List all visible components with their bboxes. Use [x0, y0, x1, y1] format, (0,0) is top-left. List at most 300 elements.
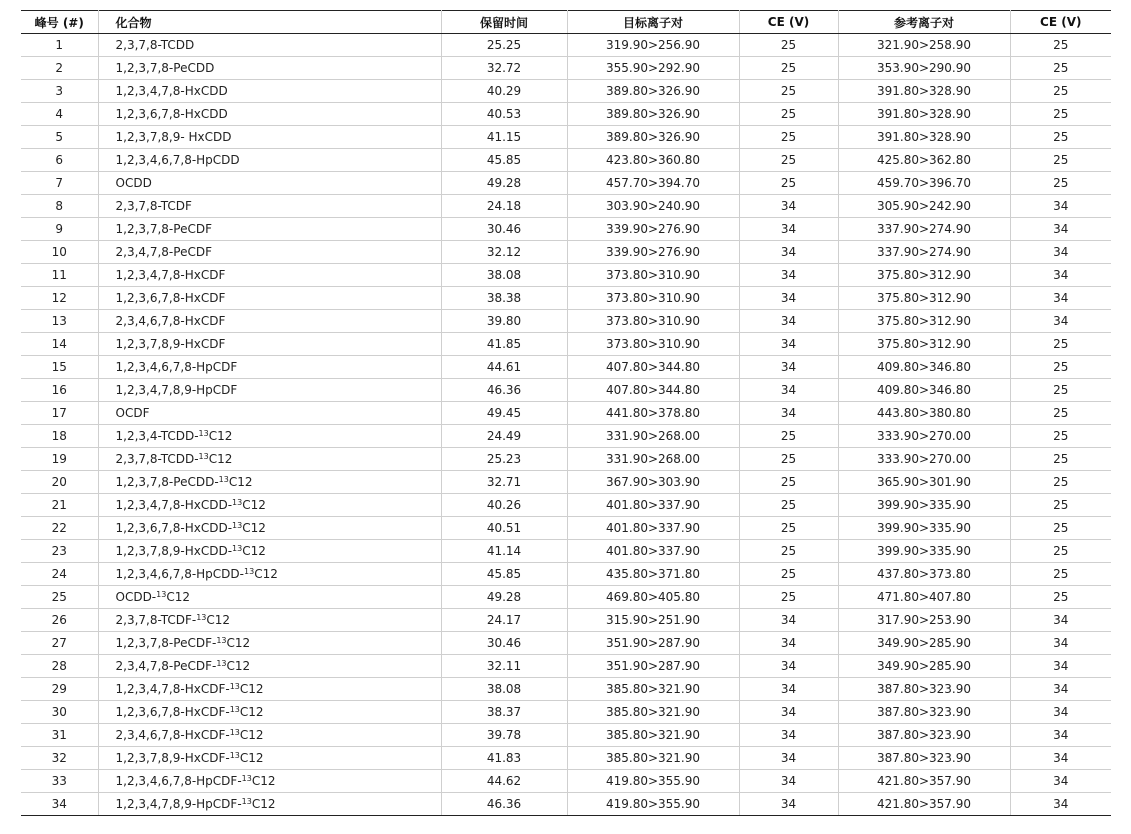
reference-ion-pair-cell: 337.90>274.90	[838, 241, 1010, 264]
target-ion-pair-cell: 401.80>337.90	[567, 540, 739, 563]
target-ion-pair-cell: 385.80>321.90	[567, 747, 739, 770]
isotope-label: C12	[242, 520, 266, 535]
reference-ce-cell: 34	[1010, 632, 1111, 655]
peak-number-cell: 28	[21, 655, 98, 678]
target-ce-cell: 34	[739, 770, 838, 793]
target-ce-cell: 25	[739, 80, 838, 103]
table-row	[21, 770, 1111, 793]
retention-time-cell: 39.78	[441, 724, 567, 747]
reference-ion-pair-cell: 365.90>301.90	[838, 471, 1010, 494]
compound-cell	[98, 632, 441, 655]
reference-ion-pair-cell: 353.90>290.90	[838, 57, 1010, 80]
peak-number-cell: 6	[21, 149, 98, 172]
retention-time-cell: 32.71	[441, 471, 567, 494]
table-row	[21, 747, 1111, 770]
peak-number-cell: 34	[21, 793, 98, 816]
target-ce-cell: 25	[739, 149, 838, 172]
table-row	[21, 103, 1111, 126]
compound-cell	[98, 609, 441, 632]
peak-number-cell: 14	[21, 333, 98, 356]
table-row	[21, 80, 1111, 103]
compound-name: 1,2,3,6,7,8-HxCDF	[115, 290, 226, 305]
target-ce-cell: 34	[739, 609, 838, 632]
reference-ce-cell: 25	[1010, 471, 1111, 494]
isotope-label: C12	[228, 474, 253, 489]
isotope-label: C12	[208, 428, 233, 443]
peak-number-cell: 30	[21, 701, 98, 724]
reference-ce-cell: 34	[1010, 701, 1111, 724]
isotope-superscript: 13	[232, 543, 243, 553]
retention-time-cell: 25.23	[441, 448, 567, 471]
reference-ion-pair-cell: 349.90>285.90	[838, 655, 1010, 678]
table-row	[21, 333, 1111, 356]
peak-number-cell: 7	[21, 172, 98, 195]
table-header	[21, 11, 1111, 34]
table-row	[21, 563, 1111, 586]
compound-cell	[98, 540, 441, 563]
retention-time-cell: 46.36	[441, 379, 567, 402]
target-ce-cell: 25	[739, 126, 838, 149]
target-ion-pair-cell: 389.80>326.90	[567, 103, 739, 126]
target-ion-pair-cell: 389.80>326.90	[567, 80, 739, 103]
table-row	[21, 34, 1111, 57]
compound-cell	[98, 218, 441, 241]
compound-cell	[98, 310, 441, 333]
isotope-superscript: 13	[232, 497, 243, 507]
reference-ce-cell: 34	[1010, 770, 1111, 793]
header-peak-number: 峰号 (#)	[21, 11, 98, 34]
peak-number-cell: 12	[21, 287, 98, 310]
compound-name: 2,3,7,8-TCDF	[115, 198, 192, 213]
retention-time-cell: 40.51	[441, 517, 567, 540]
compound-cell	[98, 126, 441, 149]
header-retention-time: 保留时间	[441, 11, 567, 34]
table-row	[21, 540, 1111, 563]
reference-ion-pair-cell: 409.80>346.80	[838, 379, 1010, 402]
target-ce-cell: 34	[739, 195, 838, 218]
reference-ce-cell: 34	[1010, 264, 1111, 287]
retention-time-cell: 30.46	[441, 218, 567, 241]
peak-number-cell: 22	[21, 517, 98, 540]
peak-number-cell: 31	[21, 724, 98, 747]
target-ion-pair-cell: 385.80>321.90	[567, 724, 739, 747]
isotope-superscript: 13	[229, 704, 240, 714]
peak-number-cell: 29	[21, 678, 98, 701]
retention-time-cell: 44.61	[441, 356, 567, 379]
compound-name: 1,2,3,7,8-PeCDD	[115, 60, 215, 75]
table-row	[21, 793, 1111, 816]
reference-ion-pair-cell: 387.80>323.90	[838, 724, 1010, 747]
target-ce-cell: 34	[739, 379, 838, 402]
target-ion-pair-cell: 435.80>371.80	[567, 563, 739, 586]
target-ion-pair-cell: 339.90>276.90	[567, 241, 739, 264]
header-reference-ion-pair: 参考离子对	[838, 11, 1010, 34]
reference-ion-pair-cell: 391.80>328.90	[838, 80, 1010, 103]
peak-number-cell: 8	[21, 195, 98, 218]
reference-ce-cell: 25	[1010, 402, 1111, 425]
compound-name: OCDD	[115, 175, 152, 190]
compound-cell	[98, 678, 441, 701]
compound-name: 2,3,7,8-TCDD	[115, 37, 195, 52]
compound-cell	[98, 172, 441, 195]
compound-name: 1,2,3,7,8,9-HxCDF-	[115, 750, 230, 765]
table-row	[21, 195, 1111, 218]
reference-ion-pair-cell: 375.80>312.90	[838, 287, 1010, 310]
retention-time-cell: 30.46	[441, 632, 567, 655]
retention-time-cell: 40.26	[441, 494, 567, 517]
peak-number-cell: 27	[21, 632, 98, 655]
reference-ce-cell: 34	[1010, 747, 1111, 770]
reference-ce-cell: 34	[1010, 655, 1111, 678]
reference-ce-cell: 34	[1010, 287, 1111, 310]
reference-ce-cell: 25	[1010, 586, 1111, 609]
retention-time-cell: 40.29	[441, 80, 567, 103]
target-ion-pair-cell: 355.90>292.90	[567, 57, 739, 80]
retention-time-cell: 24.18	[441, 195, 567, 218]
isotope-label: C12	[239, 704, 264, 719]
reference-ion-pair-cell: 321.90>258.90	[838, 34, 1010, 57]
peak-number-cell: 24	[21, 563, 98, 586]
isotope-label: C12	[166, 589, 190, 604]
isotope-label: C12	[239, 727, 264, 742]
compound-name: 1,2,3,6,7,8-HxCDD	[115, 106, 228, 121]
retention-time-cell: 24.17	[441, 609, 567, 632]
peak-number-cell: 26	[21, 609, 98, 632]
target-ion-pair-cell: 351.90>287.90	[567, 632, 739, 655]
reference-ion-pair-cell: 409.80>346.80	[838, 356, 1010, 379]
table-row	[21, 57, 1111, 80]
peak-number-cell: 13	[21, 310, 98, 333]
compound-cell	[98, 425, 441, 448]
header-target-ion-pair: 目标离子对	[567, 11, 739, 34]
peak-number-cell: 20	[21, 471, 98, 494]
compound-name: 1,2,3,7,8-PeCDF	[115, 221, 212, 236]
table-row	[21, 241, 1111, 264]
reference-ion-pair-cell: 333.90>270.00	[838, 425, 1010, 448]
table-row	[21, 264, 1111, 287]
peak-number-cell: 10	[21, 241, 98, 264]
compound-name: 2,3,4,6,7,8-HxCDF-	[115, 727, 230, 742]
isotope-superscript: 13	[229, 727, 240, 737]
reference-ce-cell: 34	[1010, 793, 1111, 816]
reference-ce-cell: 25	[1010, 172, 1111, 195]
retention-time-cell: 40.53	[441, 103, 567, 126]
reference-ion-pair-cell: 437.80>373.80	[838, 563, 1010, 586]
isotope-superscript: 13	[241, 796, 252, 806]
retention-time-cell: 45.85	[441, 149, 567, 172]
compound-cell	[98, 701, 441, 724]
reference-ce-cell: 25	[1010, 80, 1111, 103]
target-ion-pair-cell: 373.80>310.90	[567, 333, 739, 356]
target-ce-cell: 25	[739, 172, 838, 195]
isotope-superscript: 13	[198, 451, 209, 461]
retention-time-cell: 38.08	[441, 264, 567, 287]
reference-ce-cell: 25	[1010, 448, 1111, 471]
isotope-label: C12	[242, 497, 266, 512]
target-ce-cell: 34	[739, 287, 838, 310]
compound-name: 1,2,3,4,6,7,8-HpCDF	[115, 359, 238, 374]
target-ion-pair-cell: 419.80>355.90	[567, 770, 739, 793]
reference-ce-cell: 34	[1010, 218, 1111, 241]
peak-number-cell: 19	[21, 448, 98, 471]
table-row	[21, 356, 1111, 379]
reference-ce-cell: 25	[1010, 494, 1111, 517]
table-row	[21, 701, 1111, 724]
table-row	[21, 126, 1111, 149]
table-row	[21, 425, 1111, 448]
isotope-superscript: 13	[232, 520, 243, 530]
compound-name: 1,2,3,7,8,9-HxCDD-	[115, 543, 233, 558]
compound-name: 2,3,7,8-TCDF-	[115, 612, 197, 627]
retention-time-cell: 41.14	[441, 540, 567, 563]
peak-number-cell: 21	[21, 494, 98, 517]
compound-cell	[98, 793, 441, 816]
reference-ce-cell: 25	[1010, 379, 1111, 402]
peak-number-cell: 1	[21, 34, 98, 57]
target-ion-pair-cell: 385.80>321.90	[567, 701, 739, 724]
table-row	[21, 379, 1111, 402]
peak-number-cell: 5	[21, 126, 98, 149]
retention-time-cell: 49.28	[441, 586, 567, 609]
compound-cell	[98, 586, 441, 609]
target-ce-cell: 25	[739, 34, 838, 57]
table-row	[21, 655, 1111, 678]
table-row	[21, 448, 1111, 471]
reference-ce-cell: 25	[1010, 356, 1111, 379]
reference-ce-cell: 34	[1010, 310, 1111, 333]
table-row	[21, 517, 1111, 540]
isotope-superscript: 13	[196, 612, 207, 622]
reference-ion-pair-cell: 443.80>380.80	[838, 402, 1010, 425]
peak-number-cell: 2	[21, 57, 98, 80]
compound-name: 1,2,3,4,7,8,9-HpCDF	[115, 382, 238, 397]
target-ce-cell: 34	[739, 793, 838, 816]
target-ce-cell: 34	[739, 264, 838, 287]
target-ion-pair-cell: 373.80>310.90	[567, 264, 739, 287]
isotope-label: C12	[251, 773, 276, 788]
target-ce-cell: 34	[739, 747, 838, 770]
reference-ion-pair-cell: 391.80>328.90	[838, 103, 1010, 126]
compound-name: 2,3,4,6,7,8-HxCDF	[115, 313, 226, 328]
target-ion-pair-cell: 303.90>240.90	[567, 195, 739, 218]
target-ce-cell: 34	[739, 356, 838, 379]
compound-cell	[98, 402, 441, 425]
reference-ce-cell: 25	[1010, 333, 1111, 356]
table-row	[21, 609, 1111, 632]
target-ce-cell: 25	[739, 586, 838, 609]
table-row	[21, 172, 1111, 195]
compound-cell	[98, 448, 441, 471]
target-ce-cell: 25	[739, 517, 838, 540]
target-ce-cell: 25	[739, 540, 838, 563]
compound-cell	[98, 241, 441, 264]
isotope-label: C12	[226, 658, 251, 673]
target-ion-pair-cell: 367.90>303.90	[567, 471, 739, 494]
compound-cell	[98, 264, 441, 287]
target-ce-cell: 34	[739, 310, 838, 333]
target-ion-pair-cell: 407.80>344.80	[567, 356, 739, 379]
target-ce-cell: 25	[739, 57, 838, 80]
target-ce-cell: 34	[739, 655, 838, 678]
compound-name: 1,2,3,7,8,9-HxCDF	[115, 336, 226, 351]
reference-ion-pair-cell: 375.80>312.90	[838, 310, 1010, 333]
reference-ion-pair-cell: 333.90>270.00	[838, 448, 1010, 471]
compound-name: 1,2,3,7,8-PeCDF-	[115, 635, 217, 650]
header-collision-energy-reference: CE (V)	[1010, 11, 1111, 34]
reference-ion-pair-cell: 459.70>396.70	[838, 172, 1010, 195]
table-row	[21, 402, 1111, 425]
peak-number-cell: 16	[21, 379, 98, 402]
compound-name: 1,2,3,4,7,8-HxCDF	[115, 267, 226, 282]
reference-ion-pair-cell: 471.80>407.80	[838, 586, 1010, 609]
retention-time-cell: 46.36	[441, 793, 567, 816]
compound-name: 1,2,3,4,6,7,8-HpCDF-	[115, 773, 242, 788]
reference-ion-pair-cell: 425.80>362.80	[838, 149, 1010, 172]
retention-time-cell: 32.11	[441, 655, 567, 678]
reference-ce-cell: 25	[1010, 103, 1111, 126]
target-ion-pair-cell: 373.80>310.90	[567, 310, 739, 333]
reference-ce-cell: 25	[1010, 540, 1111, 563]
table-body	[21, 34, 1111, 816]
isotope-superscript: 13	[229, 681, 240, 691]
retention-time-cell: 49.28	[441, 172, 567, 195]
reference-ion-pair-cell: 399.90>335.90	[838, 517, 1010, 540]
compound-cell	[98, 563, 441, 586]
peak-number-cell: 15	[21, 356, 98, 379]
reference-ce-cell: 34	[1010, 724, 1111, 747]
reference-ce-cell: 25	[1010, 563, 1111, 586]
isotope-superscript: 13	[241, 773, 252, 783]
compound-cell	[98, 517, 441, 540]
compound-cell	[98, 356, 441, 379]
reference-ce-cell: 25	[1010, 425, 1111, 448]
target-ion-pair-cell: 423.80>360.80	[567, 149, 739, 172]
target-ce-cell: 25	[739, 103, 838, 126]
compound-cell	[98, 379, 441, 402]
isotope-superscript: 13	[244, 566, 255, 576]
reference-ion-pair-cell: 305.90>242.90	[838, 195, 1010, 218]
compound-name: 1,2,3,4,6,7,8-HpCDD	[115, 152, 240, 167]
target-ce-cell: 25	[739, 448, 838, 471]
peak-number-cell: 25	[21, 586, 98, 609]
reference-ion-pair-cell: 399.90>335.90	[838, 540, 1010, 563]
table-row	[21, 678, 1111, 701]
reference-ce-cell: 34	[1010, 195, 1111, 218]
reference-ce-cell: 25	[1010, 517, 1111, 540]
retention-time-cell: 38.08	[441, 678, 567, 701]
compound-cell	[98, 149, 441, 172]
reference-ion-pair-cell: 391.80>328.90	[838, 126, 1010, 149]
retention-time-cell: 39.80	[441, 310, 567, 333]
compound-name: 1,2,3,4,7,8-HxCDD	[115, 83, 228, 98]
compound-name: OCDD-	[115, 589, 157, 604]
table-row	[21, 310, 1111, 333]
peak-number-cell: 4	[21, 103, 98, 126]
retention-time-cell: 41.15	[441, 126, 567, 149]
target-ion-pair-cell: 407.80>344.80	[567, 379, 739, 402]
target-ce-cell: 34	[739, 724, 838, 747]
reference-ce-cell: 34	[1010, 609, 1111, 632]
compound-cell	[98, 57, 441, 80]
compound-cell	[98, 494, 441, 517]
target-ce-cell: 25	[739, 494, 838, 517]
table-row	[21, 218, 1111, 241]
header-collision-energy-target: CE (V)	[739, 11, 838, 34]
reference-ion-pair-cell: 387.80>323.90	[838, 747, 1010, 770]
target-ce-cell: 25	[739, 563, 838, 586]
compound-cell	[98, 333, 441, 356]
compound-name: 1,2,3,4,7,8-HxCDF-	[115, 681, 230, 696]
isotope-label: C12	[254, 566, 278, 581]
target-ce-cell: 34	[739, 241, 838, 264]
compound-cell	[98, 80, 441, 103]
target-ce-cell: 34	[739, 333, 838, 356]
isotope-superscript: 13	[218, 474, 229, 484]
target-ce-cell: 34	[739, 218, 838, 241]
peak-number-cell: 11	[21, 264, 98, 287]
target-ion-pair-cell: 457.70>394.70	[567, 172, 739, 195]
target-ion-pair-cell: 401.80>337.90	[567, 494, 739, 517]
isotope-label: C12	[239, 681, 264, 696]
reference-ion-pair-cell: 375.80>312.90	[838, 264, 1010, 287]
compound-cell	[98, 724, 441, 747]
target-ion-pair-cell: 339.90>276.90	[567, 218, 739, 241]
reference-ion-pair-cell: 399.90>335.90	[838, 494, 1010, 517]
peak-number-cell: 33	[21, 770, 98, 793]
reference-ce-cell: 25	[1010, 149, 1111, 172]
peak-number-cell: 23	[21, 540, 98, 563]
retention-time-cell: 41.83	[441, 747, 567, 770]
target-ion-pair-cell: 469.80>405.80	[567, 586, 739, 609]
peak-number-cell: 32	[21, 747, 98, 770]
isotope-label: C12	[206, 612, 231, 627]
retention-time-cell: 32.72	[441, 57, 567, 80]
compound-name: 1,2,3,6,7,8-HxCDF-	[115, 704, 230, 719]
compound-name: 1,2,3,7,8-PeCDD-	[115, 474, 219, 489]
compound-cell	[98, 471, 441, 494]
retention-time-cell: 44.62	[441, 770, 567, 793]
peak-number-cell: 3	[21, 80, 98, 103]
compound-name: 2,3,7,8-TCDD-	[115, 451, 199, 466]
table-row	[21, 724, 1111, 747]
target-ce-cell: 34	[739, 678, 838, 701]
retention-time-cell: 41.85	[441, 333, 567, 356]
table-row	[21, 586, 1111, 609]
target-ce-cell: 34	[739, 402, 838, 425]
compound-name: 1,2,3,7,8,9- HxCDD	[115, 129, 232, 144]
target-ce-cell: 34	[739, 701, 838, 724]
reference-ce-cell: 34	[1010, 241, 1111, 264]
reference-ion-pair-cell: 387.80>323.90	[838, 678, 1010, 701]
isotope-label: C12	[251, 796, 276, 811]
compound-name: 1,2,3,4-TCDD-	[115, 428, 199, 443]
compound-name: 1,2,3,4,7,8,9-HpCDF-	[115, 796, 242, 811]
isotope-superscript: 13	[216, 658, 227, 668]
mrm-parameter-table	[21, 10, 1111, 816]
target-ion-pair-cell: 389.80>326.90	[567, 126, 739, 149]
retention-time-cell: 49.45	[441, 402, 567, 425]
target-ion-pair-cell: 315.90>251.90	[567, 609, 739, 632]
peak-number-cell: 18	[21, 425, 98, 448]
compound-name: 1,2,3,4,7,8-HxCDD-	[115, 497, 233, 512]
target-ion-pair-cell: 351.90>287.90	[567, 655, 739, 678]
compound-name: 2,3,4,7,8-PeCDF-	[115, 658, 217, 673]
header-compound: 化合物	[98, 11, 441, 34]
compound-cell	[98, 287, 441, 310]
isotope-superscript: 13	[216, 635, 227, 645]
compound-cell	[98, 195, 441, 218]
table-row	[21, 632, 1111, 655]
